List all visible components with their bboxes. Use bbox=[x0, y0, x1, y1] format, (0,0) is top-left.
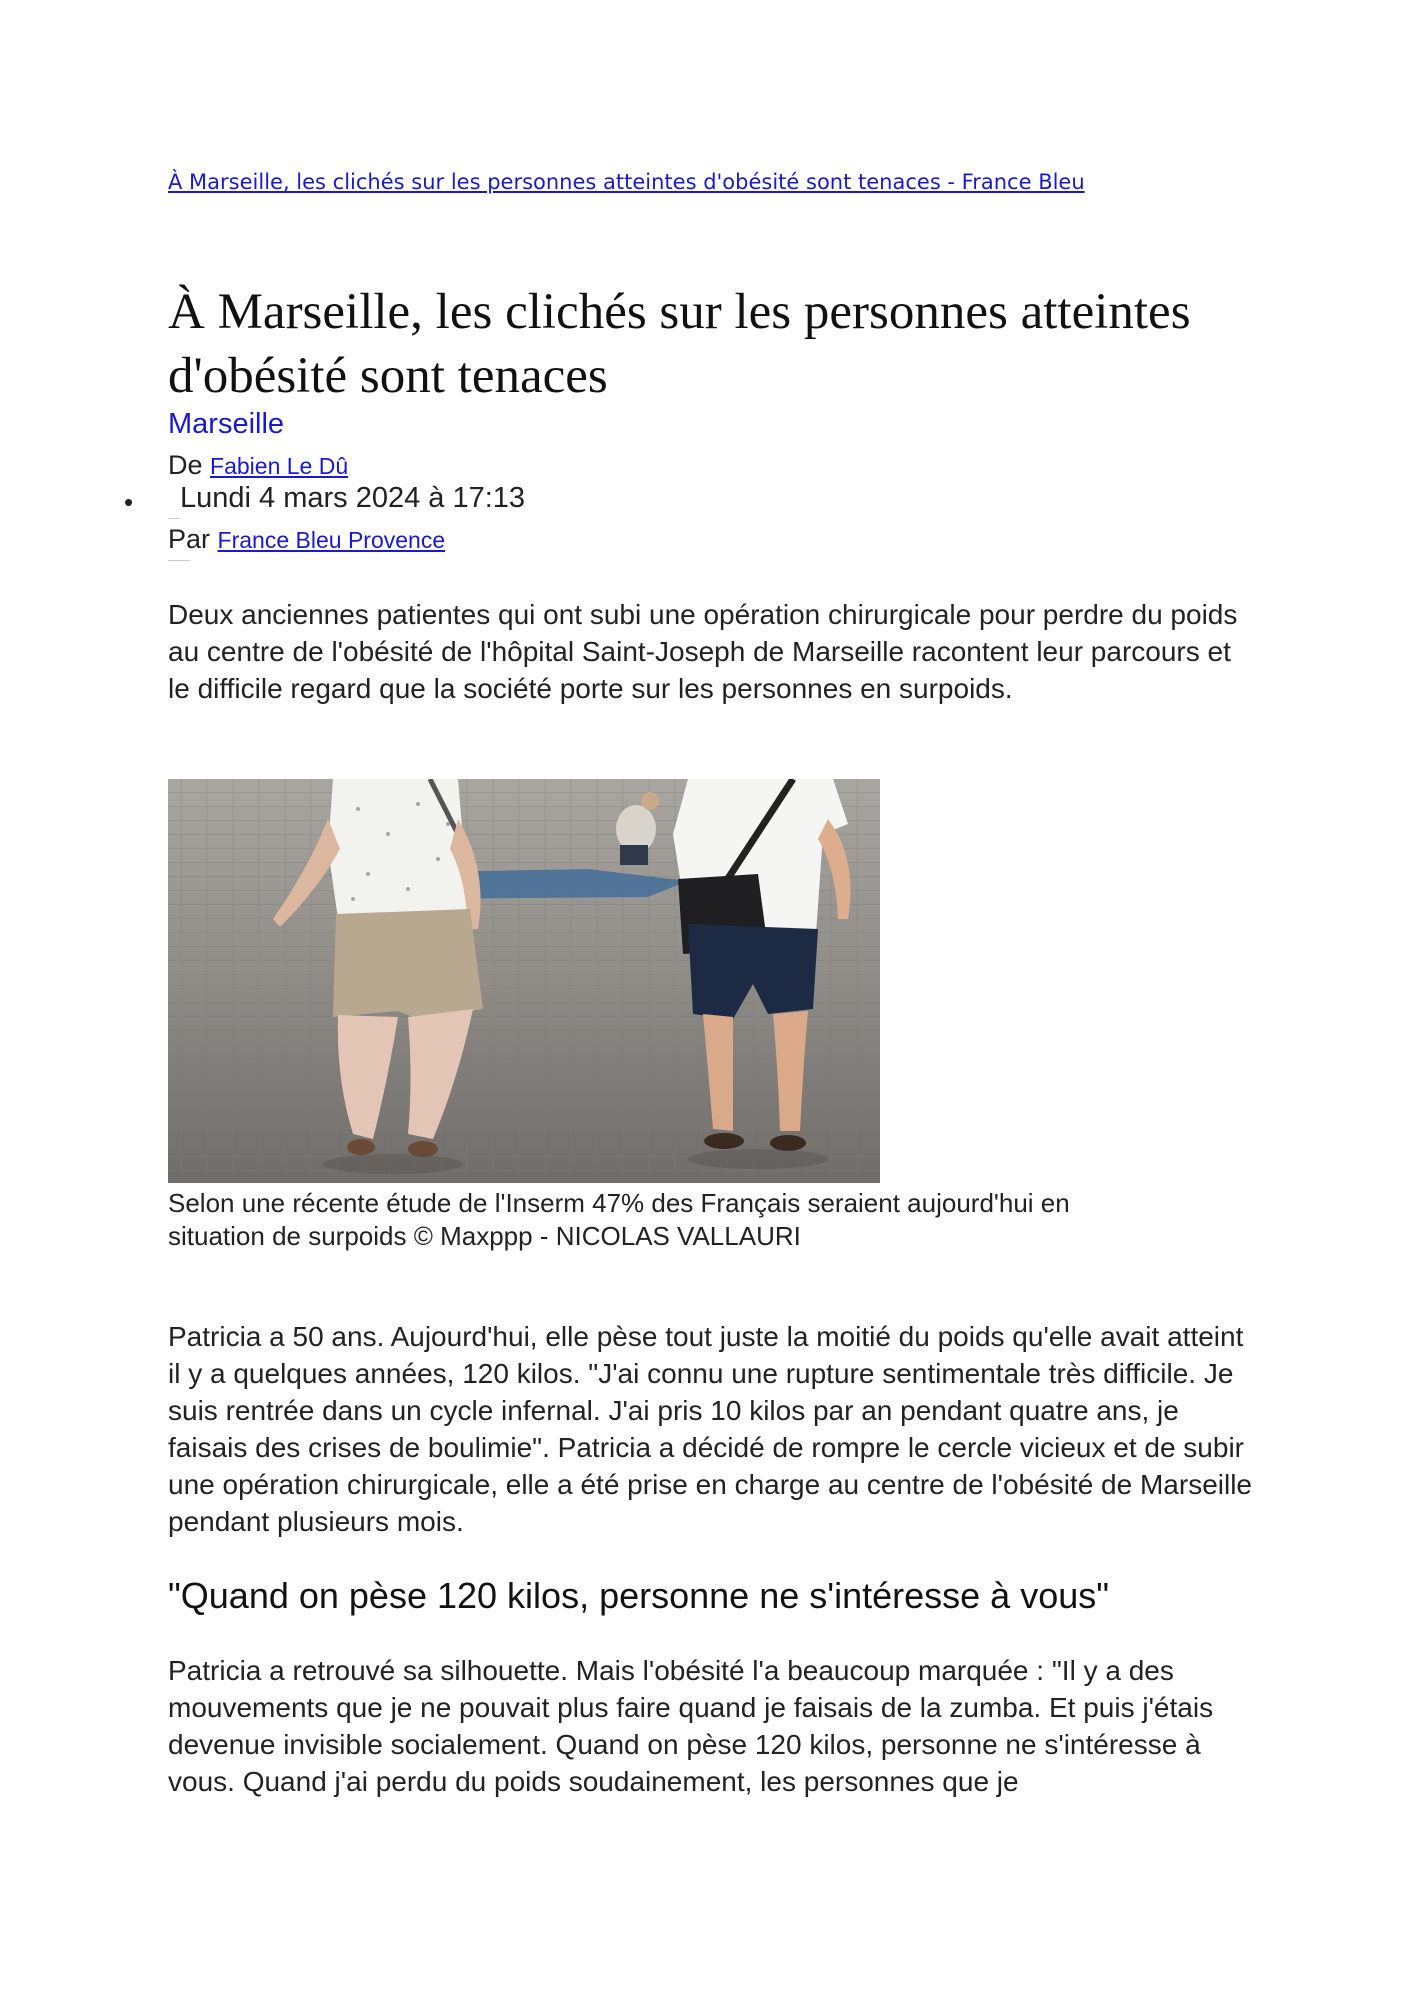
article-paragraph: Patricia a 50 ans. Aujourd'hui, elle pèse tout juste la moitié du poids qu'elle avait atteint il y a quelques années, 120 kilos. "J'ai connu une rupture sentimentale très difficile. Je suis rentrée dans un cycle infernal. J'ai pris 10 kilos par an pendant quatre ans, je faisais des crises de boulimie". Patricia a décidé de rompre le cercle vicieux et de subir une opération chirurgicale, elle a été prise en charge au centre de l'obésité de Marseille pendant plusieurs mois. bbox=[168, 1321, 1253, 1537]
org-link[interactable]: France Bleu Provence bbox=[217, 527, 446, 553]
photo-caption: Selon une récente étude de l'Inserm 47% des Français seraient aujourd'hui en situation de surpoids © Maxppp - NICOLAS VALLAURI bbox=[168, 1188, 1070, 1251]
author-prefix: De bbox=[168, 450, 203, 480]
org-prefix: Par bbox=[168, 524, 211, 554]
article-title: À Marseille, les clichés sur les personnes atteintes d'obésité sont tenaces bbox=[168, 284, 1191, 404]
article-subheading: "Quand on pèse 120 kilos, personne ne s'intéresse à vous" bbox=[168, 1575, 1110, 1616]
divider bbox=[168, 518, 180, 519]
bullet-icon: • bbox=[124, 487, 134, 517]
article-paragraph: Patricia a retrouvé sa silhouette. Mais l'obésité l'a beaucoup marquée : "Il y a des mouvements que je ne pouvait plus faire quand je faisais de la zumba. Et puis j'étais devenue invisible socialement. Quand on pèse 120 kilos, personne ne s'intéresse à vous. Quand j'ai perdu du poids soudainement, les personnes que je bbox=[168, 1655, 1214, 1797]
article-photo bbox=[168, 779, 880, 1183]
article-category[interactable]: Marseille bbox=[168, 408, 285, 440]
org-byline bbox=[168, 524, 445, 555]
article-lede: Deux anciennes patientes qui ont subi une opération chirurgicale pour perdre du poids au centre de l'obésité de l'hôpital Saint-Joseph de Marseille racontent leur parcours et le difficile regard que la société porte sur les personnes en surpoids. bbox=[168, 599, 1238, 704]
author-link[interactable]: Fabien Le Dû bbox=[210, 453, 349, 479]
publish-date: Lundi 4 mars 2024 à 17:13 bbox=[180, 482, 526, 514]
source-link[interactable]: À Marseille, les clichés sur les personnes atteintes d'obésité sont tenaces - France Bleu bbox=[168, 170, 1085, 194]
photo-illustration bbox=[168, 779, 880, 1183]
divider bbox=[168, 560, 190, 561]
author-byline bbox=[168, 450, 348, 481]
